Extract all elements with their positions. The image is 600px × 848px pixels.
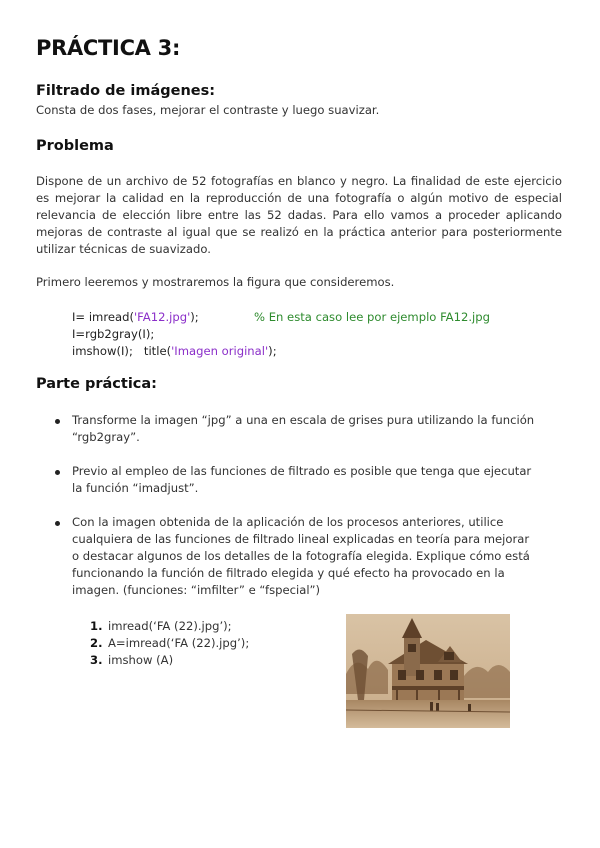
list-item: Previo al empleo de las funciones de filtrado es posible que tenga que ejecutar la función “imadjust”. bbox=[36, 463, 536, 497]
code-comment: % En esta caso lee por ejemplo FA12.jpg bbox=[254, 310, 490, 324]
list-item: Con la imagen obtenida de la aplicación de los procesos anteriores, utilice cualquiera de las funciones de filtrado lineal explicadas en teoría para mejorar o destacar algunos de los detalles de la fotografía elegida. Explique cómo está funcionando la función de filtrado elegida y qué efecto ha provocado en la imagen. (funciones: “imfilter” e “fspecial”) bbox=[36, 514, 536, 599]
problem-paragraph: Dispone de un archivo de 52 fotografías en blanco y negro. La finalidad de este ejercicio es mejorar la calidad en la reproducción de una fotografía o algún motivo de especial relevancia de elección libre entre las 52 dadas. Para ello vamos a proceder aplicando mejoras de contraste al igual que se realizó en la práctica anterior para posteriormente utilizar técnicas de suavizado. bbox=[36, 174, 562, 256]
code-line-1: I= imread('FA12.jpg'); bbox=[72, 310, 199, 324]
section-intro-text: Consta de dos fases, mejorar el contraste y luego suavizar. bbox=[36, 103, 380, 117]
bullet-icon bbox=[55, 419, 60, 424]
list-item: 1. imread(‘FA (22).jpg’); bbox=[90, 619, 232, 633]
page-title: PRÁCTICA 3: bbox=[36, 36, 181, 60]
code-line-2: I=rgb2gray(I); bbox=[72, 327, 155, 341]
list-item: 2. A=imread(‘FA (22).jpg’); bbox=[90, 636, 250, 650]
task-list bbox=[36, 412, 536, 616]
bullet-icon bbox=[55, 470, 60, 475]
code-string: 'Imagen original' bbox=[171, 344, 269, 358]
list-item: Transforme la imagen “jpg” a una en escala de grises pura utilizando la función “rgb2gray”. bbox=[36, 412, 536, 446]
problem-paragraph-2: Primero leeremos y mostraremos la figura que consideremos. bbox=[36, 275, 395, 289]
numbered-steps bbox=[90, 618, 249, 669]
section-heading-filtrado: Filtrado de imágenes: bbox=[36, 83, 216, 99]
section-heading-problema: Problema bbox=[36, 138, 114, 154]
list-item: 3. imshow (A) bbox=[90, 653, 174, 667]
code-line-3: imshow(I); title('Imagen original'); bbox=[72, 344, 277, 358]
bullet-icon bbox=[55, 521, 60, 526]
section-heading-parte-practica: Parte práctica: bbox=[36, 376, 157, 392]
code-string: 'FA12.jpg' bbox=[133, 310, 191, 324]
sepia-house-photo bbox=[346, 614, 510, 728]
